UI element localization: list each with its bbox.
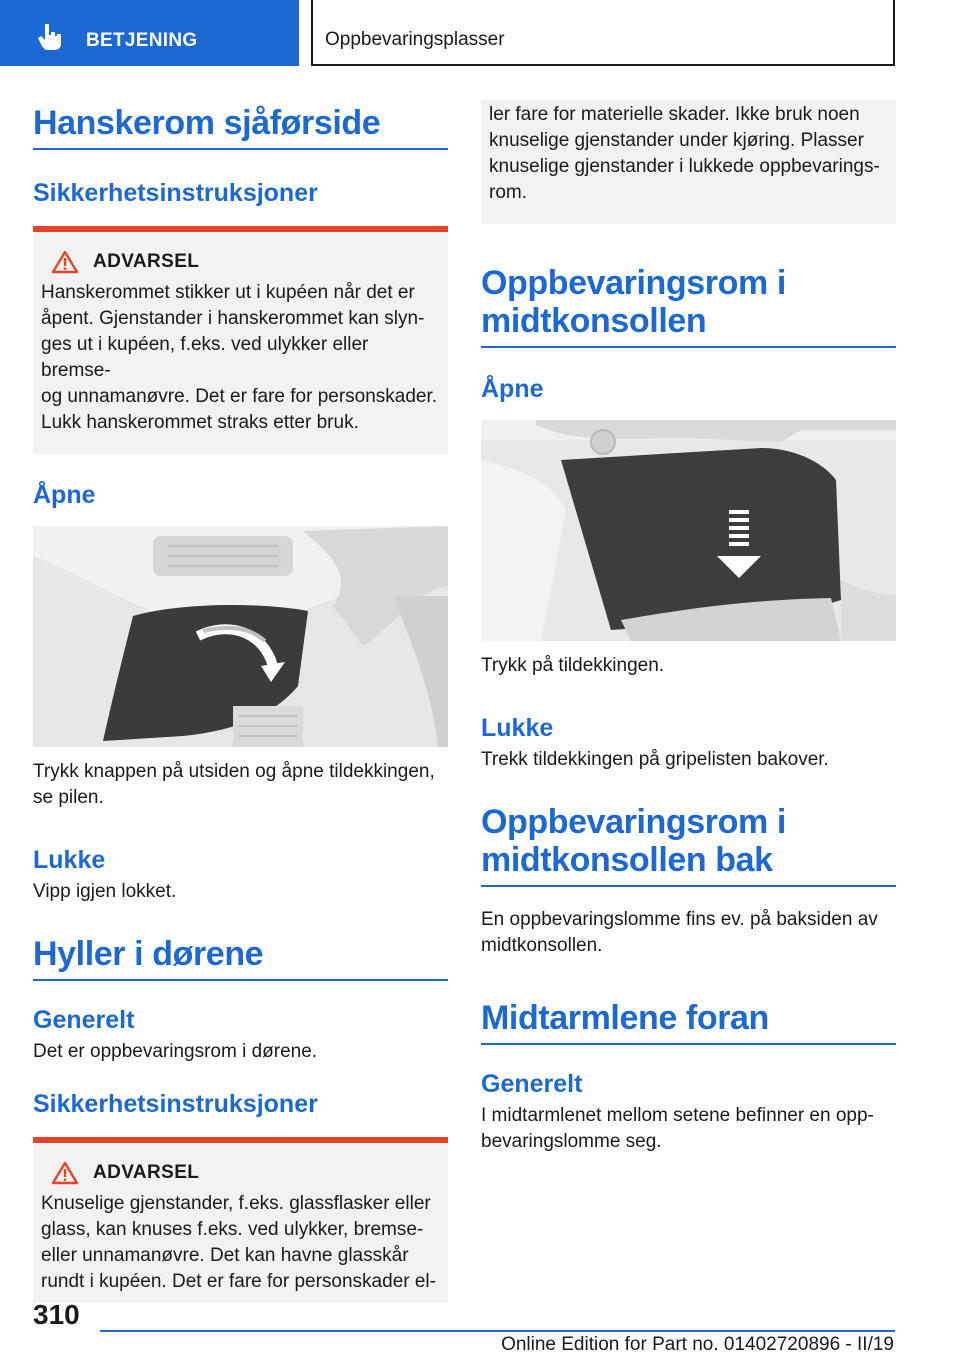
warning-line: og unnamanøvre. Det er fare for personskader. [41, 386, 438, 407]
warning-line: ler fare for materielle skader. Ikke bruk noen [489, 104, 860, 125]
warning-box-continued [481, 100, 896, 224]
heading-center-console [481, 264, 896, 348]
heading-rear-console [481, 803, 896, 887]
heading-line: midtkonsollen [481, 302, 707, 340]
warning-line: Knuselige gjenstander, f.eks. glassflasker eller [41, 1193, 431, 1214]
close-text: Trekk tildekkingen på gripelisten bakover. [481, 749, 829, 770]
warning-icon [51, 250, 79, 274]
heading-line: Oppbevaringsrom i [481, 803, 786, 841]
warning-box-2 [33, 1137, 448, 1303]
section-label: BETJENING [86, 30, 198, 51]
warning-line: glass, kan knuses f.eks. ved ulykker, bremse- [41, 1219, 424, 1240]
heading-door-shelves: Hyller i dørene [33, 935, 448, 981]
rear-text [481, 907, 896, 959]
heading-armrest: Midtarmlene foran [481, 999, 896, 1045]
heading-glovebox: Hanskerom sjåførside [33, 104, 448, 150]
section-tab[interactable] [0, 0, 299, 66]
warning-line: rundt i kupéen. Det er fare for personskader el- [41, 1271, 436, 1292]
chapter-title: Oppbevaringsplasser [325, 29, 505, 50]
open-text [33, 759, 448, 811]
footer-edition: Online Edition for Part no. 01402720896 - II/19 [501, 1334, 894, 1355]
glovebox-image [33, 526, 448, 747]
warning-line: åpent. Gjenstander i hanskerommet kan slyn- [41, 308, 425, 329]
hand-pointer-icon [36, 22, 66, 52]
heading-line: Oppbevaringsrom i [481, 264, 786, 302]
heading-close: Lukke [33, 846, 106, 874]
chapter-box [311, 0, 895, 66]
text-line: Trykk knappen på utsiden og åpne tildekkingen, [33, 761, 435, 782]
heading-safety: Sikkerhetsinstruksjoner [33, 179, 318, 207]
warning-text [41, 1191, 440, 1295]
warning-line: eller unnamanøvre. Det kan havne glasskår [41, 1245, 409, 1266]
warning-line: Hanskerommet stikker ut i kupéen når det er [41, 282, 415, 303]
warning-box [33, 226, 448, 454]
heading-safety-2: Sikkerhetsinstruksjoner [33, 1090, 318, 1118]
text-line: midtkonsollen. [481, 935, 603, 956]
heading-open: Åpne [33, 481, 96, 509]
warning-line: ges ut i kupéen, f.eks. ved ulykker eller bremse- [41, 334, 369, 381]
left-column [33, 95, 448, 1303]
warning-icon [51, 1161, 79, 1185]
open-text: Trykk på tildekkingen. [481, 655, 665, 676]
warning-text [489, 102, 888, 206]
warning-title: ADVARSEL [93, 1162, 200, 1183]
heading-close: Lukke [481, 714, 554, 742]
close-text: Vipp igjen lokket. [33, 881, 177, 902]
heading-general: Generelt [481, 1070, 583, 1098]
text-line: bevaringslomme seg. [481, 1131, 662, 1152]
warning-line: rom. [489, 182, 527, 203]
page-number: 310 [33, 1299, 80, 1330]
heading-line: midtkonsollen bak [481, 841, 773, 879]
text-line: I midtarmlenet mellom setene befinner en opp- [481, 1105, 874, 1126]
warning-title: ADVARSEL [93, 251, 200, 272]
right-column [481, 100, 896, 1155]
warning-line: knuselige gjenstander under kjøring. Plasser [489, 130, 864, 151]
center-console-image [481, 420, 896, 641]
warning-line: Lukk hanskerommet straks etter bruk. [41, 412, 359, 433]
heading-general: Generelt [33, 1006, 135, 1034]
general-text [481, 1103, 896, 1155]
text-line: En oppbevaringslomme fins ev. på baksiden av [481, 909, 878, 930]
heading-open: Åpne [481, 375, 544, 403]
general-text: Det er oppbevaringsrom i dørene. [33, 1041, 318, 1062]
warning-line: knuselige gjenstander i lukkede oppbevarings- [489, 156, 880, 177]
footer-divider [100, 1330, 895, 1332]
text-line: se pilen. [33, 787, 104, 808]
warning-text [41, 280, 440, 436]
